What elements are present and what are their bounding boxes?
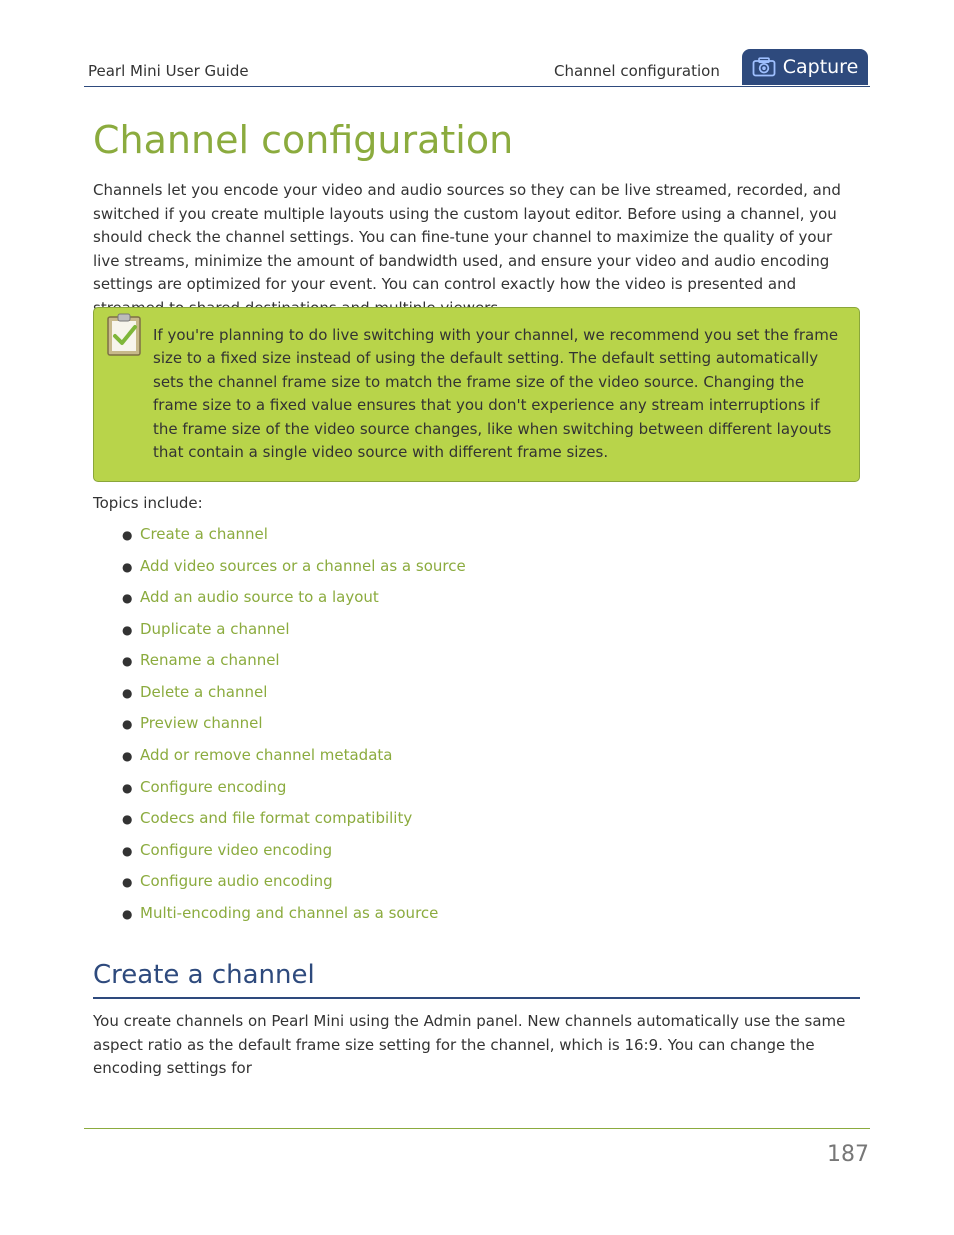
topic-link-add-video-sources[interactable]: Add video sources or a channel as a source (140, 557, 466, 575)
bullet: ● (122, 591, 133, 605)
footer-rule (84, 1128, 870, 1129)
header-section-title: Channel configuration (554, 62, 720, 80)
topic-item (122, 809, 412, 827)
topic-item (122, 904, 438, 922)
bullet: ● (122, 749, 133, 763)
topic-link-multi-encoding[interactable]: Multi-encoding and channel as a source (140, 904, 439, 922)
section-body: You create channels on Pearl Mini using the Admin panel. New channels automatically use the same aspect ratio as the default frame size setting for the channel, which is 16:9. You can change the encoding settings for (93, 1012, 846, 1077)
topic-link-duplicate-channel[interactable]: Duplicate a channel (140, 620, 290, 638)
capture-tab-label: Capture (782, 56, 859, 78)
bullet: ● (122, 844, 133, 858)
topic-link-add-audio-source[interactable]: Add an audio source to a layout (140, 588, 379, 606)
topic-item (122, 714, 263, 732)
topic-item (122, 651, 280, 669)
page-number: 187 (827, 1142, 869, 1167)
clipboard-check-icon (106, 311, 144, 357)
topic-item (122, 525, 268, 543)
section-rule (93, 997, 860, 999)
topic-link-configure-audio-encoding[interactable]: Configure audio encoding (140, 872, 333, 890)
topic-link-codecs-compatibility[interactable]: Codecs and file format compatibility (140, 809, 413, 827)
topic-item (122, 746, 392, 764)
topic-link-create-channel[interactable]: Create a channel (140, 525, 268, 543)
topic-item (122, 588, 379, 606)
topic-item (122, 841, 332, 859)
topic-item (122, 778, 286, 796)
topic-item (122, 872, 333, 890)
topic-item (122, 620, 290, 638)
bullet: ● (122, 654, 133, 668)
note-text: If you're planning to do live switching with your channel, we recommend you set the frame size to a fixed size instead of using the default setting. The default setting automatically sets the channel frame size to match the frame size of the video source. Changing the frame size to a fixed value ensures that you don't experience any stream interruptions if the frame size of the video source changes, like when switching between different layouts that contain a single video source with different frame sizes. (153, 326, 839, 462)
topic-link-configure-encoding[interactable]: Configure encoding (140, 778, 287, 796)
bullet: ● (122, 875, 133, 889)
topic-item (122, 557, 466, 575)
bullet: ● (122, 717, 133, 731)
bullet: ● (122, 528, 133, 542)
topic-link-rename-channel[interactable]: Rename a channel (140, 651, 280, 669)
topics-label: Topics include: (93, 494, 203, 512)
intro-paragraph: Channels let you encode your video and audio sources so they can be live streamed, recorded, and switched if you create multiple layouts using the custom layout editor. Before using a channel, you should check the channel settings. You can fine-tune your channel to maximize the quality of your live streams, minimize the amount of bandwidth used, and ensure your video and audio encoding settings are optimized for your event. You can control exactly how the video is presented and (93, 181, 841, 293)
bullet: ● (122, 686, 133, 700)
page-title: Channel configuration (93, 118, 514, 162)
capture-tab[interactable] (742, 49, 868, 85)
topic-link-channel-metadata[interactable]: Add or remove channel metadata (140, 746, 393, 764)
bullet: ● (122, 781, 133, 795)
header-rule (84, 86, 870, 87)
topic-link-delete-channel[interactable]: Delete a channel (140, 683, 268, 701)
bullet: ● (122, 623, 133, 637)
topic-item (122, 683, 267, 701)
header-guide-title: Pearl Mini User Guide (88, 62, 249, 80)
bullet: ● (122, 907, 133, 921)
topic-link-preview-channel[interactable]: Preview channel (140, 714, 263, 732)
note-box (93, 307, 860, 482)
bullet: ● (122, 560, 133, 574)
camera-icon (752, 57, 776, 77)
topic-link-configure-video-encoding[interactable]: Configure video encoding (140, 841, 333, 859)
bullet: ● (122, 812, 133, 826)
section-title: Create a channel (93, 960, 315, 990)
